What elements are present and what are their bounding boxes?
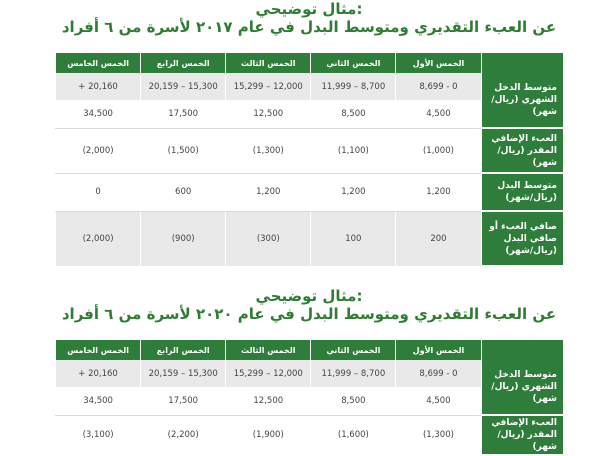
table-cell: 8,500: [311, 100, 396, 128]
table-cell: (1,300): [396, 415, 481, 455]
table-cell: 0: [56, 173, 141, 211]
column-header: الخمس الأول: [396, 340, 481, 360]
row-label: العبء الإضافي المقدر (ريال/شهر): [481, 128, 563, 173]
row-label: متوسط الدخل الشهري (ريال/شهر): [481, 360, 563, 415]
column-header: الخمس الثاني: [311, 53, 396, 73]
column-header: الخمس الثالث: [226, 340, 311, 360]
table-cell: 20,160 +: [56, 73, 141, 100]
section-subtitle: عن العبء التقديري ومتوسط البدل في عام ٢٠١٧ لأسرة من ٦ أفراد: [61, 18, 557, 36]
table-cell: (1,100): [311, 128, 396, 173]
table-cell: 12,500: [226, 100, 311, 128]
section-title: مثال توضيحي:: [255, 287, 363, 305]
burden-table-2020: [55, 340, 563, 456]
table-header-row: [56, 340, 564, 360]
table-cell: 1,200: [226, 173, 311, 211]
column-header: الخمس الخامس: [56, 340, 141, 360]
table-cell: 17,500: [141, 387, 226, 415]
table-cell: 4,500: [396, 387, 481, 415]
table-cell: (1,300): [226, 128, 311, 173]
table-cell: 12,000 – 15,299: [226, 360, 311, 387]
table-row: [56, 415, 564, 455]
table-row: [56, 173, 564, 211]
table-cell: 0 - 8,699: [396, 360, 481, 387]
column-header: الخمس الخامس: [56, 53, 141, 73]
column-header: الخمس الرابع: [141, 340, 226, 360]
row-label: متوسط الدخل الشهري (ريال/شهر): [481, 73, 563, 128]
table-cell: 0 - 8,699: [396, 73, 481, 100]
corner-cell: [481, 340, 563, 360]
table-cell: 15,300 – 20,159: [141, 360, 226, 387]
example-section-2020: [55, 287, 563, 456]
table-cell: (1,900): [226, 415, 311, 455]
table-row: [56, 128, 564, 173]
table-row: [56, 211, 564, 266]
table-cell: 20,160 +: [56, 360, 141, 387]
section-title: مثال توضيحي:: [255, 0, 363, 18]
table-cell: (3,100): [56, 415, 141, 455]
section-subtitle: عن العبء التقديري ومتوسط البدل في عام ٢٠٢٠ لأسرة من ٦ أفراد: [61, 305, 557, 323]
table-row: [56, 73, 564, 100]
table-cell: (1,500): [141, 128, 226, 173]
corner-cell: [481, 53, 563, 73]
table-cell: (1,600): [311, 415, 396, 455]
table-cell: (2,200): [141, 415, 226, 455]
table-cell: 34,500: [56, 100, 141, 128]
table-cell: 600: [141, 173, 226, 211]
row-label: متوسط البدل (ريال/شهر): [481, 173, 563, 211]
example-section-2017: [55, 0, 563, 267]
table-cell: (2,000): [56, 211, 141, 266]
table-row: [56, 360, 564, 387]
table-cell: (900): [141, 211, 226, 266]
table-cell: 17,500: [141, 100, 226, 128]
burden-table-2017: [55, 53, 563, 267]
table-cell: 1,200: [311, 173, 396, 211]
table-cell: 100: [311, 211, 396, 266]
table-cell: (300): [226, 211, 311, 266]
table-cell: 8,700 – 11,999: [311, 360, 396, 387]
column-header: الخمس الرابع: [141, 53, 226, 73]
table-cell: 15,300 – 20,159: [141, 73, 226, 100]
table-cell: 34,500: [56, 387, 141, 415]
column-header: الخمس الأول: [396, 53, 481, 73]
table-cell: 12,500: [226, 387, 311, 415]
table-cell: (1,000): [396, 128, 481, 173]
table-cell: 1,200: [396, 173, 481, 211]
table-cell: 12,000 – 15,299: [226, 73, 311, 100]
table-cell: (2,000): [56, 128, 141, 173]
table-header-row: [56, 53, 564, 73]
table-cell: 4,500: [396, 100, 481, 128]
row-label: العبء الإضافي المقدر (ريال/شهر): [481, 415, 563, 455]
row-label: صافي العبء أو صافي البدل (ريال/شهر): [481, 211, 563, 266]
column-header: الخمس الثالث: [226, 53, 311, 73]
table-cell: 8,500: [311, 387, 396, 415]
table-cell: 8,700 – 11,999: [311, 73, 396, 100]
table-cell: 200: [396, 211, 481, 266]
column-header: الخمس الثاني: [311, 340, 396, 360]
